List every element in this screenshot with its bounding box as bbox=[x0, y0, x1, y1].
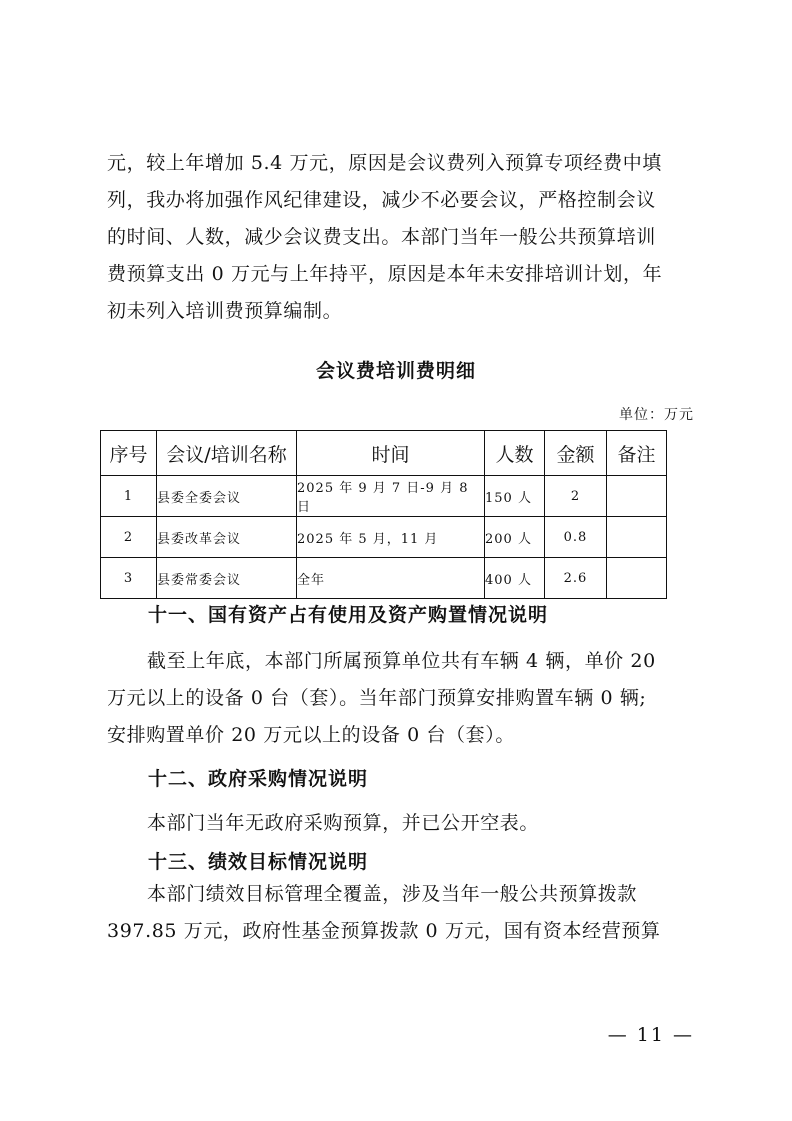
page-number: — 11 — bbox=[607, 1024, 694, 1046]
header-time: 时间 bbox=[297, 431, 485, 476]
cell-name: 县委常委会议 bbox=[157, 558, 297, 599]
text-line: 初未列入培训费预算编制。 bbox=[107, 300, 343, 322]
cell-people: 400 人 bbox=[485, 558, 545, 599]
cell-index: 2 bbox=[101, 517, 157, 558]
cell-note bbox=[607, 476, 667, 517]
text-line: 的时间、人数，减少会议费支出。本部门当年一般公共预算培训 bbox=[107, 226, 656, 248]
table-row bbox=[101, 517, 667, 558]
cell-index: 3 bbox=[101, 558, 157, 599]
text-line: 397.85 万元，政府性基金预算拨款 0 万元，国有资本经营预算 bbox=[107, 920, 661, 942]
meeting-training-table bbox=[100, 430, 667, 599]
text-line: 万元以上的设备 0 台（套）。当年部门预算安排购置车辆 0 辆; bbox=[107, 687, 647, 709]
cell-amount: 0.8 bbox=[545, 517, 607, 558]
header-index: 序号 bbox=[101, 431, 157, 476]
cell-index: 1 bbox=[101, 476, 157, 517]
cell-time: 全年 bbox=[297, 558, 485, 599]
table-unit: 单位：万元 bbox=[619, 407, 694, 423]
section-13-paragraph bbox=[107, 876, 697, 950]
cell-people: 200 人 bbox=[485, 517, 545, 558]
table-row bbox=[101, 476, 667, 517]
section-12-heading: 十二、政府采购情况说明 bbox=[148, 768, 369, 790]
table-row bbox=[101, 558, 667, 599]
cell-amount: 2.6 bbox=[545, 558, 607, 599]
cell-time: 2025 年 9 月 7 日-9 月 8 日 bbox=[297, 476, 485, 517]
cell-time: 2025 年 5 月，11 月 bbox=[297, 517, 485, 558]
header-people: 人数 bbox=[485, 431, 545, 476]
text-line: 截至上年底，本部门所属预算单位共有车辆 4 辆，单价 20 bbox=[147, 650, 656, 672]
text-line: 本部门绩效目标管理全覆盖，涉及当年一般公共预算拨款 bbox=[147, 883, 638, 905]
text-line: 列，我办将加强作风纪律建设，减少不必要会议，严格控制会议 bbox=[107, 189, 656, 211]
section-11-heading: 十一、国有资产占有使用及资产购置情况说明 bbox=[148, 604, 549, 626]
cell-note bbox=[607, 517, 667, 558]
table-header-row bbox=[101, 431, 667, 476]
header-name: 会议/培训名称 bbox=[157, 431, 297, 476]
header-note: 备注 bbox=[607, 431, 667, 476]
table-title: 会议费培训费明细 bbox=[315, 360, 476, 382]
cell-name: 县委全委会议 bbox=[157, 476, 297, 517]
text-line: 安排购置单价 20 万元以上的设备 0 台（套）。 bbox=[107, 724, 515, 746]
section-13-heading: 十三、绩效目标情况说明 bbox=[148, 851, 369, 873]
intro-paragraph bbox=[107, 145, 697, 330]
text-line: 本部门当年无政府采购预算，并已公开空表。 bbox=[147, 812, 540, 834]
header-amount: 金额 bbox=[545, 431, 607, 476]
cell-note bbox=[607, 558, 667, 599]
section-12-paragraph bbox=[107, 805, 697, 842]
cell-name: 县委改革会议 bbox=[157, 517, 297, 558]
cell-amount: 2 bbox=[545, 476, 607, 517]
text-line: 费预算支出 0 万元与上年持平，原因是本年未安排培训计划，年 bbox=[107, 263, 663, 285]
section-11-paragraph bbox=[107, 643, 697, 754]
text-line: 元，较上年增加 5.4 万元，原因是会议费列入预算专项经费中填 bbox=[107, 152, 662, 174]
cell-people: 150 人 bbox=[485, 476, 545, 517]
